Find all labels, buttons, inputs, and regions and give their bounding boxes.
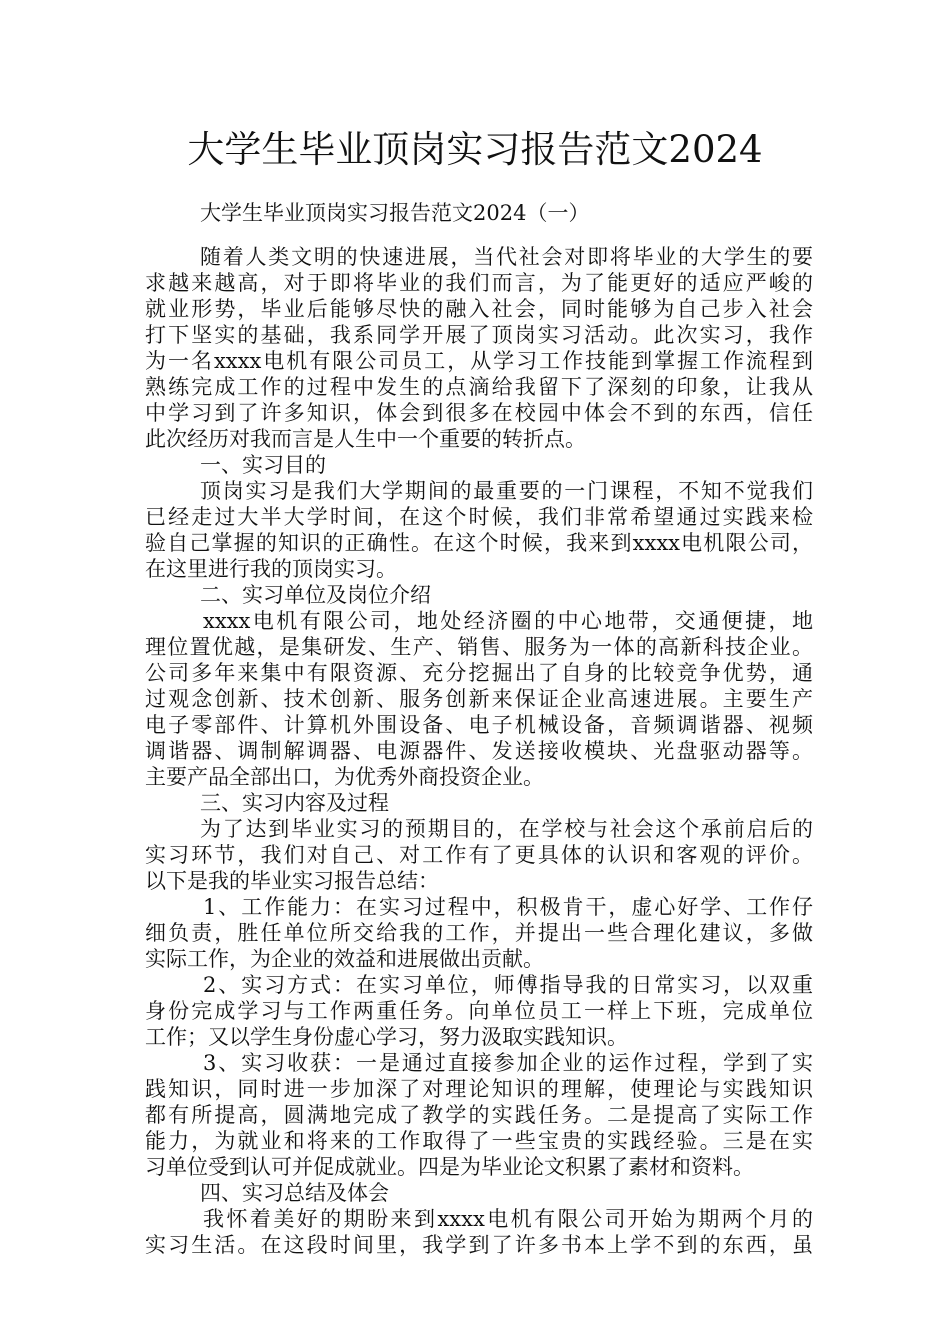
section-heading: 四、实习总结及体会 xyxy=(200,1181,389,1205)
paragraph-line: 主要产品全部出口，为优秀外商投资企业。 xyxy=(145,765,544,789)
paragraph-line: 顶岗实习是我们大学期间的最重要的一门课程，不知不觉我们 xyxy=(200,479,813,503)
paragraph-line: 身份完成学习与工作两重任务。向单位员工一样上下班，完成单位 xyxy=(145,999,813,1023)
paragraph-line: 2、实习方式：在实习单位，师傅指导我的日常实习，以双重 xyxy=(203,973,813,997)
paragraph-line: 验自己掌握的知识的正确性。在这个时候，我来到xxxx电机限公司， xyxy=(145,531,813,555)
paragraph-line: 践知识，同时进一步加深了对理论知识的理解，使理论与实践知识 xyxy=(145,1077,813,1101)
paragraph-line: 1、工作能力：在实习过程中，积极肯干，虚心好学、工作仔 xyxy=(203,895,813,919)
paragraph-line: 为一名xxxx电机有限公司员工，从学习工作技能到掌握工作流程到 xyxy=(145,349,813,373)
paragraph-line: 3、实习收获：一是通过直接参加企业的运作过程，学到了实 xyxy=(203,1051,813,1075)
section-heading: 二、实习单位及岗位介绍 xyxy=(200,583,431,607)
paragraph-line: 能力，为就业和将来的工作取得了一些宝贵的实践经验。三是在实 xyxy=(145,1129,813,1153)
paragraph-line: 以下是我的毕业实习报告总结： xyxy=(145,869,439,893)
document-subtitle: 大学生毕业顶岗实习报告范文2024（一） xyxy=(200,201,590,225)
paragraph-line: 都有所提高，圆满地完成了教学的实践任务。二是提高了实际工作 xyxy=(145,1103,813,1127)
paragraph-line: 理位置优越，是集研发、生产、销售、服务为一体的高新科技企业。 xyxy=(145,635,813,659)
paragraph-line: xxxx电机有限公司，地处经济圈的中心地带，交通便捷，地 xyxy=(203,609,813,633)
section-heading: 三、实习内容及过程 xyxy=(200,791,389,815)
paragraph-line: 过观念创新、技术创新、服务创新来保证企业高速进展。主要生产 xyxy=(145,687,813,711)
section-heading: 一、实习目的 xyxy=(200,453,326,477)
paragraph-line: 我怀着美好的期盼来到xxxx电机有限公司开始为期两个月的 xyxy=(203,1207,813,1231)
paragraph-line: 实习生活。在这段时间里，我学到了许多书本上学不到的东西，虽 xyxy=(145,1233,813,1257)
paragraph-line: 就业形势，毕业后能够尽快的融入社会，同时能够为自己步入社会 xyxy=(145,297,813,321)
paragraph-line: 实习环节，我们对自己、对工作有了更具体的认识和客观的评价。 xyxy=(145,843,813,867)
paragraph-line: 细负责，胜任单位所交给我的工作，并提出一些合理化建议，多做 xyxy=(145,921,813,945)
paragraph-line: 中学习到了许多知识，体会到很多在校园中体会不到的东西，信任 xyxy=(145,401,813,425)
paragraph-line: 工作；又以学生身份虚心学习，努力汲取实践知识。 xyxy=(145,1025,628,1049)
paragraph-line: 电子零部件、计算机外围设备、电子机械设备，音频调谐器、视频 xyxy=(145,713,813,737)
paragraph-line: 求越来越高，对于即将毕业的我们而言，为了能更好的适应严峻的 xyxy=(145,271,813,295)
document-title: 大学生毕业顶岗实习报告范文2024 xyxy=(187,128,763,171)
paragraph-line: 实际工作，为企业的效益和进展做出贡献。 xyxy=(145,947,544,971)
paragraph-line: 打下坚实的基础，我系同学开展了顶岗实习活动。此次实习，我作 xyxy=(145,323,813,347)
paragraph-line: 此次经历对我而言是人生中一个重要的转折点。 xyxy=(145,427,586,451)
paragraph-line: 熟练完成工作的过程中发生的点滴给我留下了深刻的印象，让我从 xyxy=(145,375,813,399)
document-body xyxy=(145,244,813,1258)
paragraph-line: 为了达到毕业实习的预期目的，在学校与社会这个承前启后的 xyxy=(200,817,813,841)
paragraph-line: 习单位受到认可并促成就业。四是为毕业论文积累了素材和资料。 xyxy=(145,1155,754,1179)
paragraph-line: 随着人类文明的快速进展，当代社会对即将毕业的大学生的要 xyxy=(200,245,813,269)
paragraph-line: 调谐器、调制解调器、电源器件、发送接收模块、光盘驱动器等。 xyxy=(145,739,813,763)
paragraph-line: 已经走过大半大学时间，在这个时候，我们非常希望通过实践来检 xyxy=(145,505,813,529)
paragraph-line: 在这里进行我的顶岗实习。 xyxy=(145,557,397,581)
paragraph-line: 公司多年来集中有限资源、充分挖掘出了自身的比较竞争优势，通 xyxy=(145,661,813,685)
